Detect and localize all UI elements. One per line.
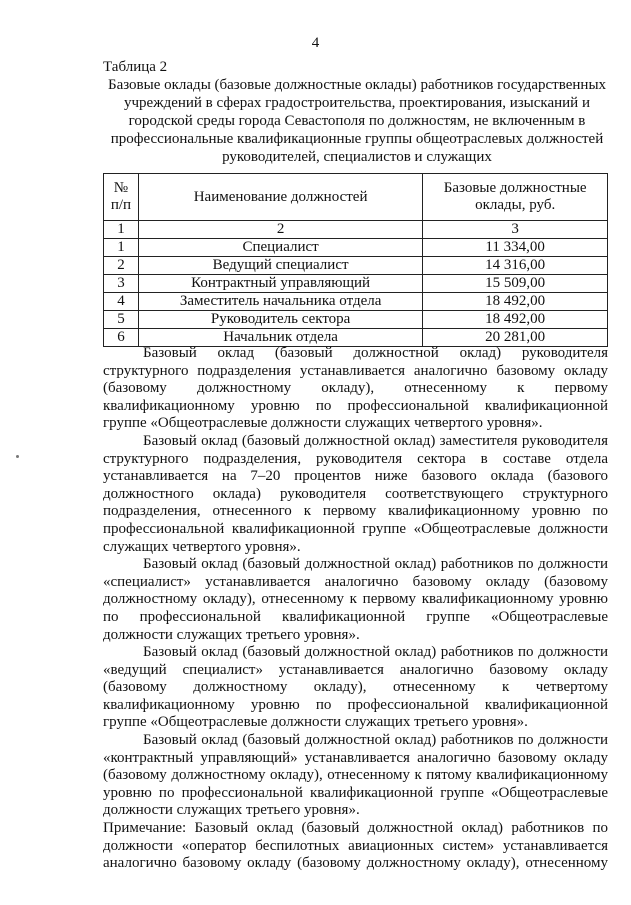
- text-line: должностному окладу), отнесенному к первому квалификационному уровню: [103, 591, 608, 608]
- table-row: [104, 293, 608, 311]
- caption-line: профессиональные квалификационные группы общеотраслевых должностей: [110, 131, 604, 147]
- text-line: должности служащих третьего уровня».: [103, 626, 360, 643]
- row-salary: 20 281,00: [423, 329, 608, 347]
- row-position: Специалист: [138, 239, 422, 257]
- text-line: группе «Общеотраслевые должности служащих четвертого уровня».: [103, 415, 543, 432]
- header-salary-line: оклады, руб.: [475, 197, 556, 213]
- table-header-row: [104, 174, 608, 221]
- row-position: Руководитель сектора: [138, 311, 422, 329]
- row-number: 5: [104, 311, 139, 329]
- text-line: профессиональной квалификационной группе «Общеотраслевые должности: [103, 520, 608, 537]
- header-number: [104, 174, 139, 221]
- row-number: 3: [104, 275, 139, 293]
- note-line: должности «оператор беспилотных авиационных систем» устанавливается: [103, 837, 608, 854]
- text-line: (базовому должностному окладу), отнесенному к четвертому: [103, 679, 608, 696]
- column-number: 1: [104, 221, 139, 239]
- table-row: [104, 239, 608, 257]
- text-line: Базовый оклад (базовый должностной оклад) работников по должности: [143, 644, 608, 661]
- text-line: должности служащих третьего уровня».: [103, 802, 360, 819]
- column-number: 2: [138, 221, 422, 239]
- row-salary: 14 316,00: [423, 257, 608, 275]
- header-salary-line: Базовые должностные: [443, 180, 587, 196]
- text-line: «контрактный управляющий» устанавливается аналогично базовому окладу: [103, 749, 608, 766]
- header-number-line: п/п: [110, 197, 132, 213]
- table-label: Таблица 2: [103, 59, 168, 75]
- row-position: Контрактный управляющий: [138, 275, 422, 293]
- body-text: [103, 345, 608, 873]
- note-line: Примечание: Базовый оклад (базовый должностной оклад) работников по: [103, 820, 608, 837]
- row-number: 1: [104, 239, 139, 257]
- header-salary: [423, 174, 608, 221]
- text-line: структурного подразделения, руководителя сектора в составе отдела: [103, 450, 608, 467]
- text-line: (базовому должностному окладу), отнесенному к пятому квалификационному: [103, 767, 608, 784]
- row-salary: 18 492,00: [423, 311, 608, 329]
- row-number: 4: [104, 293, 139, 311]
- text-line: должностного оклада) руководителя соответствующего структурного: [103, 485, 608, 502]
- column-number-row: [104, 221, 608, 239]
- row-salary: 18 492,00: [423, 293, 608, 311]
- caption-line: учреждений в сферах градостроительства, проектирования, изысканий и: [124, 95, 590, 111]
- column-number: 3: [423, 221, 608, 239]
- text-line: по профессиональной квалификационной группе «Общеотраслевые: [103, 608, 608, 625]
- row-number: 2: [104, 257, 139, 275]
- caption-line: городской среды города Севастополя по должностям, не включенным в: [128, 113, 586, 129]
- text-line: служащих четвертого уровня».: [103, 538, 301, 555]
- header-position-name: Наименование должностей: [138, 174, 422, 221]
- caption-line: Базовые оклады (базовые должностные оклады) работников государственных: [107, 77, 607, 93]
- text-line: устанавливается на 7–20 процентов ниже базового оклада (базового: [103, 468, 608, 485]
- row-salary: 15 509,00: [423, 275, 608, 293]
- header-number-line: №: [113, 180, 129, 196]
- text-line: Базовый оклад (базовый должностной оклад) заместителя руководителя: [143, 432, 608, 449]
- note-line: аналогично базовому окладу (базовому должностному окладу), отнесенному: [103, 855, 608, 872]
- row-number: 6: [104, 329, 139, 347]
- caption-line: руководителей, специалистов и служащих: [222, 149, 492, 165]
- text-line: «ведущий специалист» устанавливается аналогично базовому окладу: [103, 661, 608, 678]
- table-caption: [98, 76, 616, 166]
- table-row: [104, 275, 608, 293]
- text-line: уровню по профессиональной квалификационной группе «Общеотраслевые: [103, 784, 608, 801]
- text-line: подразделения, отнесенного к первому квалификационному уровню по: [103, 503, 608, 520]
- text-line: группе «Общеотраслевые должности служащих третьего уровня».: [103, 714, 528, 731]
- row-salary: 11 334,00: [423, 239, 608, 257]
- row-position: Заместитель начальника отдела: [138, 293, 422, 311]
- text-line: Базовый оклад (базовый должностной оклад) работников по должности: [143, 556, 608, 573]
- text-line: Базовый оклад (базовый должностной оклад) работников по должности: [143, 732, 608, 749]
- text-line: структурного подразделения устанавливается аналогично базовому окладу: [103, 362, 608, 379]
- row-position: Начальник отдела: [138, 329, 422, 347]
- salary-table: [103, 173, 608, 347]
- row-position: Ведущий специалист: [138, 257, 422, 275]
- table-row: [104, 311, 608, 329]
- page-number: 4: [311, 35, 320, 51]
- table-row: [104, 257, 608, 275]
- text-line: «специалист» устанавливается аналогично базовому окладу (базовому: [103, 573, 608, 590]
- text-line: квалификационному уровню по профессиональной квалификационной: [103, 696, 608, 713]
- text-line: квалификационному уровню по профессиональной квалификационной: [103, 397, 608, 414]
- text-line: (базовому должностному окладу), отнесенному к первому: [103, 380, 608, 397]
- table-row: [104, 329, 608, 347]
- scan-speck: [16, 455, 19, 458]
- text-line: Базовый оклад (базовый должностной оклад) руководителя: [143, 345, 608, 361]
